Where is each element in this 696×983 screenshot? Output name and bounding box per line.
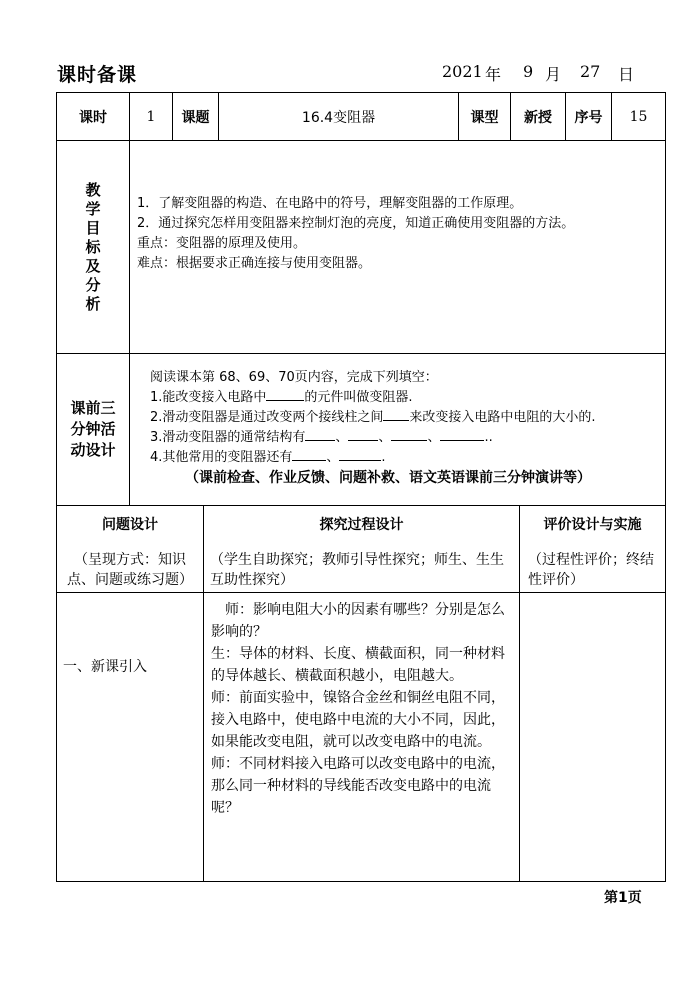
evaluation-design-title: 评价设计与实施 (543, 517, 642, 533)
intro-label: 一、新课引入 (63, 659, 147, 675)
lesson-value: 1 (130, 93, 173, 141)
page-number: 第1页 (604, 890, 642, 906)
objective-line-2: 2．通过探究怎样用变阻器来控制灯泡的亮度，知道正确使用变阻器的方法。 (137, 216, 575, 231)
objective-line-1: 1．了解变阻器的构造、在电路中的符号，理解变阻器的工作原理。 (137, 196, 523, 211)
fill-blank[interactable] (391, 428, 427, 441)
document-title: 课时备课 (57, 64, 138, 86)
dialogue-paragraph: 师：影响电阻大小的因素有哪些？分别是怎么影响的？ (211, 602, 505, 640)
inquiry-design-title: 探究过程设计 (319, 517, 404, 533)
lesson-info-table (56, 92, 666, 506)
date-month: 9 (523, 62, 534, 81)
dialogue-paragraph: 生：导体的材料、长度、横截面积，同一种材料的导体越长、横截面积越小，电阻越大。 (211, 646, 505, 684)
pre-class-question-4: 4.其他常用的变阻器还有 、 . (150, 450, 386, 465)
pre-class-question-3: 3.滑动变阻器的通常结构有 、 、 、 .. (150, 430, 493, 445)
date-year-unit: 年 (485, 65, 502, 84)
sequence-label: 序号 (566, 93, 612, 141)
date-year: 2021 (442, 62, 483, 81)
fill-blank[interactable] (266, 388, 304, 401)
topic-value: 16.4变阻器 (219, 93, 459, 141)
pre-class-label-cell (57, 354, 130, 506)
date-month-unit: 月 (545, 65, 562, 84)
pre-class-question-2: 2.滑动变阻器是通过改变两个接线柱之间 来改变接入电路中电阻的大小的. (150, 410, 596, 425)
topic-label: 课题 (173, 93, 219, 141)
intro-label-cell (57, 593, 204, 882)
objectives-label-cell (57, 141, 130, 354)
evaluation-design-subtitle: （过程性评价；终结性评价） (528, 552, 654, 588)
type-value: 新授 (511, 93, 566, 141)
type-label: 课型 (459, 93, 511, 141)
fill-blank[interactable] (440, 428, 484, 441)
sequence-value: 15 (612, 93, 666, 141)
problem-design-header (57, 506, 204, 593)
pre-class-label: 课前三 分钟活 动设计 (70, 399, 116, 459)
problem-design-title: 问题设计 (102, 517, 158, 533)
fill-blank[interactable] (348, 428, 378, 441)
inquiry-design-header (204, 506, 520, 593)
fill-blank[interactable] (383, 408, 409, 421)
inquiry-design-subtitle: （学生自助探究；教师引导性探究；师生、生生互助性探究） (210, 552, 504, 588)
intro-dialogue (204, 593, 520, 882)
pre-class-note: （课前检查、作业反馈、问题补救、语文英语课前三分钟演讲等） (185, 470, 591, 486)
pre-class-content (130, 354, 666, 506)
pre-class-intro: 阅读课本第 68、69、70页内容，完成下列填空： (150, 370, 438, 385)
lesson-design-table (56, 505, 666, 882)
pre-class-question-1: 1.能改变接入电路中 的元件叫做变阻器. (150, 390, 413, 405)
lesson-label: 课时 (57, 93, 130, 141)
fill-blank[interactable] (339, 448, 381, 461)
date-day: 27 (580, 62, 601, 81)
objective-difficulty: 难点：根据要求正确连接与使用变阻器。 (137, 256, 372, 271)
evaluation-design-header (520, 506, 666, 593)
date-day-unit: 日 (618, 65, 635, 84)
intro-evaluation-cell (520, 593, 666, 882)
fill-blank[interactable] (305, 428, 335, 441)
objectives-label: 教 学 目 标 及 分 析 (85, 180, 101, 313)
dialogue-paragraph: 师：前面实验中，镍铬合金丝和铜丝电阻不同，接入电路中，使电路中电流的大小不同，因此，如果能改变电阻，就可以改变电路中的电流。 (211, 690, 505, 750)
objective-key-point: 重点：变阻器的原理及使用。 (137, 236, 307, 251)
dialogue-paragraph: 师：不同材料接入电路可以改变电路中的电流，那么同一种材料的导线能否改变电路中的电流呢？ (211, 756, 505, 816)
objectives-content (130, 141, 666, 354)
fill-blank[interactable] (292, 448, 326, 461)
problem-design-subtitle: （呈现方式：知识点、问题或练习题） (67, 552, 193, 588)
